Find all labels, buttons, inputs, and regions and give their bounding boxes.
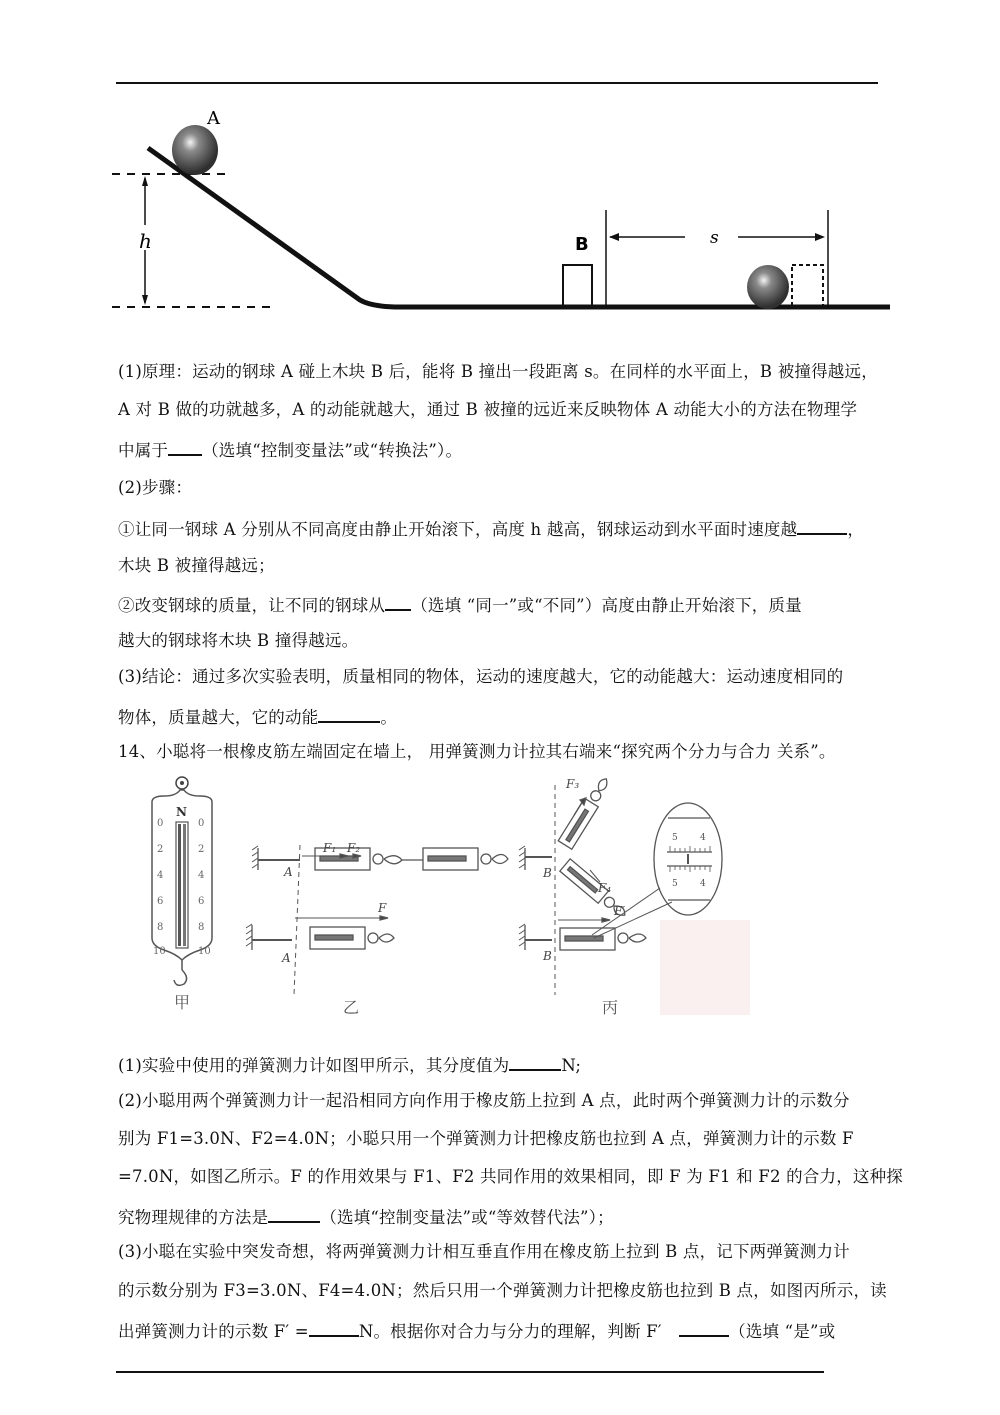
svg-text:6: 6	[157, 896, 164, 907]
label-Fprime: F′	[614, 904, 626, 918]
answer-blank-8[interactable]	[679, 1319, 729, 1337]
spring-scale-diagrams	[140, 770, 760, 1030]
label-A: A	[284, 865, 293, 879]
q14-part1-post: N;	[561, 1056, 582, 1075]
q14-part3-line3	[118, 1319, 835, 1342]
label-F4: F₄	[598, 881, 612, 895]
svg-text:N: N	[176, 805, 187, 819]
q13-step2-post: （选填 “同一”或“不同”）高度由静止开始滚下，质量	[411, 596, 802, 615]
answer-blank-2[interactable]	[797, 517, 847, 535]
q13-step1-line2: 木块 B 被撞得越远；	[118, 556, 275, 575]
incline-ball-diagram	[110, 100, 900, 330]
q14-part2-post: （选填“控制变量法”或“等效替代法”）；	[320, 1208, 614, 1227]
caption-yi: 乙	[343, 998, 360, 1017]
q13-principle-post: （选填“控制变量法”或“转换法”）。	[202, 441, 463, 460]
q13-step2-line1	[118, 593, 802, 616]
svg-text:2: 2	[198, 844, 205, 855]
q13-conclusion-post: 。	[380, 708, 398, 727]
q13-principle-pre: 中属于	[118, 441, 169, 460]
q13-conclusion-line2	[118, 705, 397, 728]
q14-part1	[118, 1053, 581, 1076]
q14-part3-line1: (3)小聪在实验中突发奇想，将两弹簧测力计相互垂直作用在橡皮筋上拉到 B 点，记下两弹簧测力计	[118, 1242, 850, 1261]
svg-text:4: 4	[157, 870, 164, 881]
q14-part2-line3: =7.0N，如图乙所示。F 的作用效果与 F1、F2 共同作用的效果相同，即 F 为 F1 和 F2 的合力，这种探	[118, 1167, 903, 1186]
label-B-bottom: B	[543, 949, 552, 963]
q14-part3-post: （选填 “是”或	[729, 1322, 836, 1341]
q14-stem: 14、小聪将一根橡皮筋左端固定在墙上， 用弹簧测力计拉其右端来“探究两个分力与合力 关系”。	[118, 742, 836, 761]
ball-label: A	[207, 108, 220, 129]
answer-blank-6[interactable]	[268, 1205, 320, 1223]
q13-conclusion-pre: 物体，质量越大，它的动能	[118, 708, 319, 727]
q13-principle-line3	[118, 438, 462, 461]
q13-principle-line1: (1)原理：运动的钢球 A 碰上木块 B 后，能将 B 撞出一段距离 s。在同样的水平面上，B 被撞得越远，	[118, 362, 878, 381]
answer-blank-3[interactable]	[385, 593, 411, 611]
q13-step1-post: ，	[847, 520, 865, 539]
q13-step1-pre: ①让同一钢球 A 分别从不同高度由静止开始滚下，高度 h 越高，钢球运动到水平面时速度越	[118, 520, 798, 539]
header-rule	[116, 82, 878, 84]
svg-text:0: 0	[157, 818, 164, 829]
q14-part2-line4	[118, 1205, 614, 1228]
q13-steps-title: (2)步骤：	[118, 478, 193, 497]
distance-label: s	[710, 228, 719, 248]
caption-bing: 丙	[602, 998, 619, 1017]
svg-text:6: 6	[198, 896, 205, 907]
q14-part1-pre: (1)实验中使用的弹簧测力计如图甲所示，其分度值为	[118, 1056, 510, 1075]
label-F: F	[378, 901, 387, 915]
answer-blank-4[interactable]	[318, 705, 380, 723]
label-F1: F₁	[323, 841, 337, 855]
q13-step1-line1	[118, 517, 864, 540]
caption-jia: 甲	[174, 993, 191, 1012]
svg-text:8: 8	[198, 922, 205, 933]
q14-part3-line2: 的示数分别为 F3=3.0N、F4=4.0N；然后只用一个弹簧测力计把橡皮筋也拉到 B 点，如图丙所示，读	[118, 1281, 887, 1300]
svg-text:8: 8	[157, 922, 164, 933]
q13-conclusion-line1: (3)结论：通过多次实验表明，质量相同的物体，运动的速度越大，它的动能越大：运动速度相同的	[118, 667, 844, 686]
spring-scale-jia	[152, 777, 212, 1012]
svg-text:4: 4	[700, 879, 706, 889]
svg-text:4: 4	[700, 833, 706, 843]
q14-part2-pre: 究物理规律的方法是	[118, 1208, 269, 1227]
svg-text:5: 5	[672, 879, 678, 889]
q14-part3-pre: 出弹簧测力计的示数 F′ =	[118, 1322, 309, 1341]
answer-blank-5[interactable]	[509, 1053, 561, 1071]
q13-step2-line2: 越大的钢球将木块 B 撞得越远。	[118, 631, 359, 650]
height-label: h	[139, 229, 152, 253]
answer-blank-7[interactable]	[309, 1319, 359, 1337]
svg-text:4: 4	[198, 870, 205, 881]
q14-part2-line1: (2)小聪用两个弹簧测力计一起沿相同方向作用于橡皮筋上拉到 A 点，此时两个弹簧测力计的示数分	[118, 1091, 850, 1110]
svg-text:2: 2	[157, 844, 164, 855]
svg-text:5: 5	[672, 833, 678, 843]
block-label: B	[575, 234, 589, 255]
q13-principle-line2: A 对 B 做的功就越多，A 的动能就越大，通过 B 被撞的远近来反映物体 A 动能大小的方法在物理学	[118, 400, 858, 419]
answer-blank-1[interactable]	[168, 438, 202, 456]
label-F2: F₂	[347, 841, 361, 855]
label-B-top: B	[543, 866, 552, 880]
q14-part2-line2: 别为 F1=3.0N、F2=4.0N；小聪只用一个弹簧测力计把橡皮筋也拉到 A 点，弹簧测力计的示数 F	[118, 1129, 854, 1148]
svg-text:0: 0	[198, 818, 205, 829]
q14-part3-mid: N。根据你对合力与分力的理解，判断 F′	[358, 1322, 668, 1341]
q13-step2-pre: ②改变钢球的质量，让不同的钢球从	[118, 596, 386, 615]
label-A1: A	[282, 951, 291, 965]
label-F3: F₃	[566, 777, 580, 791]
svg-text:10: 10	[198, 946, 211, 957]
footer-rule	[116, 1371, 824, 1373]
svg-text:10: 10	[153, 946, 166, 957]
